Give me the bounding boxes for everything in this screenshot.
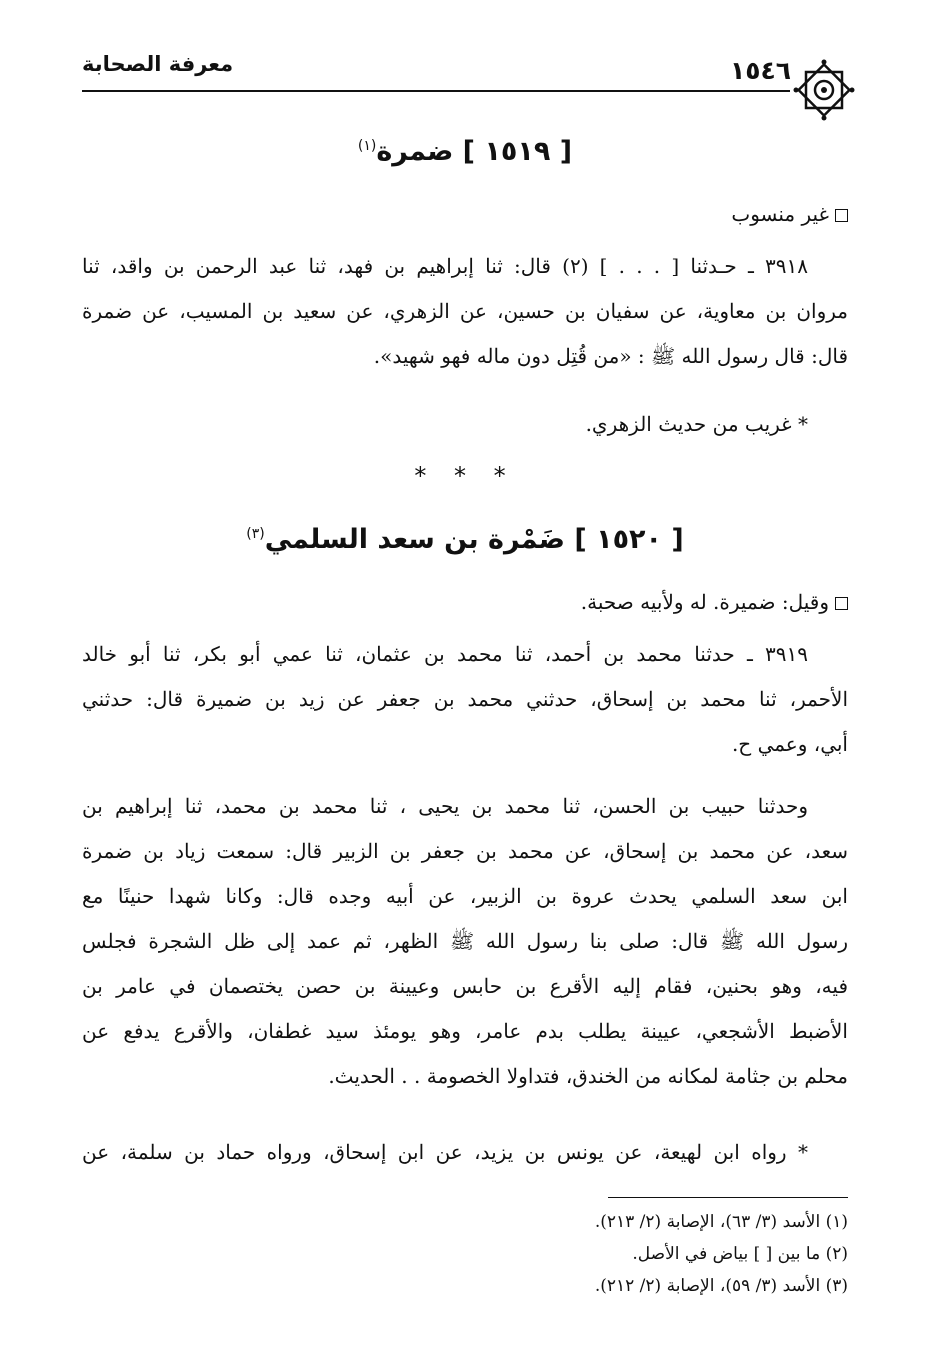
- text-line: وحدثنا حبيب بن الحسن، ثنا محمد بن يحيى ، ثنا محمد بن محمد، ثنا إبراهيم بن: [82, 794, 808, 818]
- entry-note: [148, 202, 848, 226]
- text-line: ابن سعد السلمي يحدث عروة بن الزبير، عن أبيه وجده قال: وكانا شهدا حنينًا مع: [82, 884, 848, 908]
- ornament-icon: [792, 58, 856, 122]
- entry-heading-1520: [82, 524, 848, 555]
- entry-heading-1519: [82, 136, 848, 167]
- text-line: ٣٩١٨ ـ حـدثنا [ . . . ] (٢) قال: ثنا إبراهيم بن فهد، ثنا عبد الرحمن بن واقد، ثنا: [82, 254, 808, 278]
- hadith-3919: [82, 632, 848, 767]
- footnote-ref: (١): [357, 138, 377, 154]
- text-line: الأحمر، ثنا محمد بن إسحاق، حدثني محمد بن جعفر عن زيد بن ضميرة قال: حدثني: [82, 687, 848, 711]
- text-line: * غريب من حديث الزهري.: [585, 412, 808, 436]
- text-line: رسول الله ﷺ قال: صلى بنا رسول الله ﷺ الظهر، ثم عمد إلى ظل الشجرة فجلس: [82, 929, 848, 953]
- text-line: مروان بن معاوية، عن سفيان بن حسين، عن الزهري، عن سعيد بن المسيب، عن ضمرة: [82, 299, 848, 323]
- text-line: قال: قال رسول الله ﷺ : «من قُتِل دون ماله فهو شهيد».: [373, 344, 848, 368]
- footnote-3: (٣) الأسد (٣/ ٥٩)، الإصابة (٢/ ٢١٢).: [594, 1276, 848, 1296]
- footnote-ref: (٣): [246, 526, 265, 542]
- entry-heading-text: [ ١٥١٩ ] ضمرة: [376, 136, 573, 167]
- text-line: محلم بن جثامة لمكانه من الخندق، فتداولا الخصومة . . الحديث.: [328, 1064, 848, 1088]
- square-bullet-icon: [835, 209, 848, 222]
- hadith-comment: [82, 1130, 848, 1175]
- text-line: فيه، وهو بحنين، فقام إليه الأقرع بن حابس وعيينة بن حصن يختصمان في عامر بن: [82, 974, 848, 998]
- page-number: ١٥٤٦: [730, 56, 792, 85]
- square-bullet-icon: [835, 597, 848, 610]
- hadith-3918: [82, 244, 848, 379]
- hadith-chain: [82, 784, 848, 1099]
- hadith-comment: [82, 402, 848, 447]
- text-line: * رواه ابن لهيعة، عن يونس بن يزيد، عن ابن إسحاق، ورواه حماد بن سلمة، عن: [82, 1140, 808, 1164]
- header-rule: [82, 90, 790, 92]
- text-line: أبي، وعمي ح.: [731, 732, 848, 756]
- text-line: الأضبط الأشجعي، عيينة يطلب بدم عامر، وهو يومئذ سيد غطفان، والأقرع يدفع عن: [82, 1019, 848, 1043]
- section-separator: * * *: [414, 462, 516, 490]
- running-title: معرفة الصحابة: [82, 52, 234, 76]
- entry-note-text: وقيل: ضميرة. له ولأبيه صحبة.: [580, 590, 829, 614]
- entry-note: [148, 590, 848, 614]
- footnote-2: (٢) ما بين [ ] بياض في الأصل.: [632, 1244, 848, 1264]
- footnote-1: (١) الأسد (٣/ ٦٣)، الإصابة (٢/ ٢١٣).: [594, 1212, 848, 1232]
- text-line: ٣٩١٩ ـ حدثنا محمد بن أحمد، ثنا محمد بن عثمان، ثنا عمي أبو بكر، ثنا أبو خالد: [82, 642, 808, 666]
- entry-note-text: غير منسوب: [731, 202, 829, 226]
- text-line: سعد، عن محمد بن إسحاق، عن محمد بن جعفر بن الزبير قال: سمعت زياد بن ضمرة: [82, 839, 848, 863]
- entry-heading-text: [ ١٥٢٠ ] ضَمْرة بن سعد السلمي: [264, 524, 684, 555]
- footnote-rule: [608, 1197, 848, 1198]
